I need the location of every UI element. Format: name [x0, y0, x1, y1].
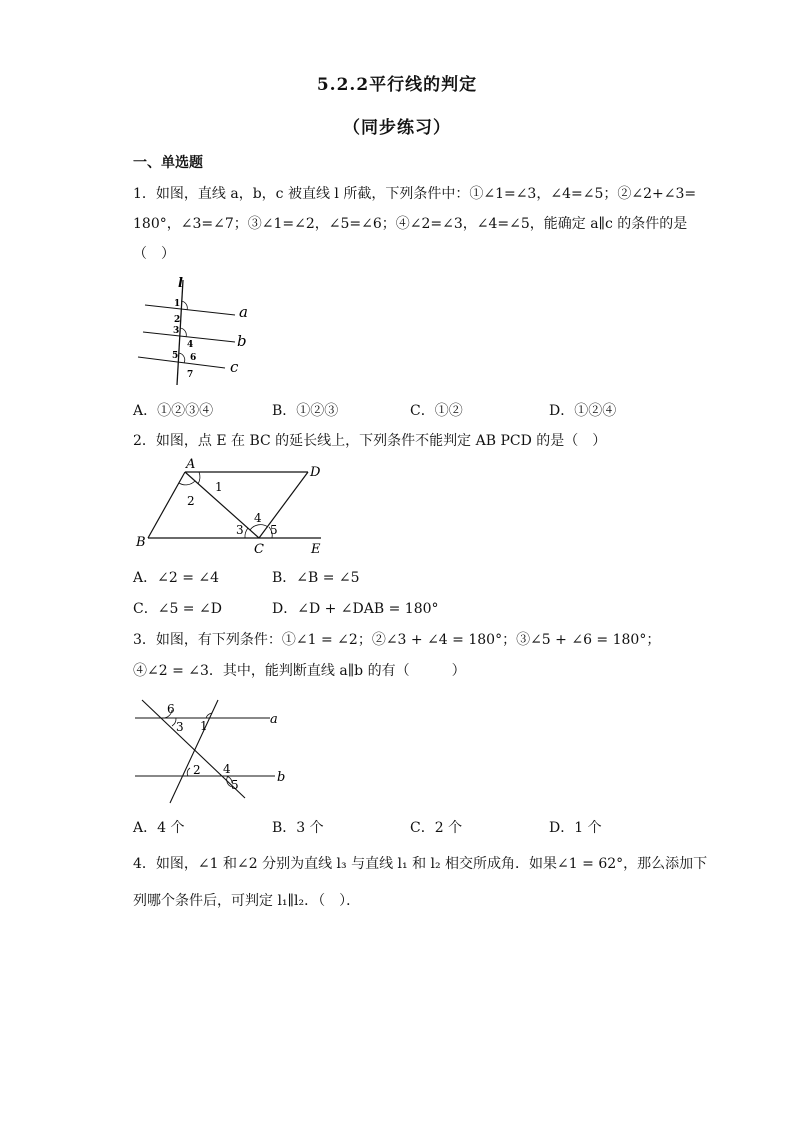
section-heading: 一、单选题	[133, 155, 203, 171]
q4-text-line2: 列哪个条件后，可判定 l₁∥l₂．（ ）．	[133, 893, 361, 909]
q3-option-a[interactable]: A．4 个	[133, 820, 185, 836]
q2-angle-2: 2	[187, 494, 195, 508]
page-title: 5.2.2平行线的判定	[316, 75, 478, 95]
q2-figure	[133, 456, 333, 558]
q2-option-a[interactable]: A．∠2 = ∠4	[133, 570, 220, 586]
q1-option-d[interactable]: D．①②④	[549, 403, 617, 419]
q1-figure	[135, 277, 260, 387]
q1-label-b: b	[237, 332, 247, 350]
q1-angle-5: 5	[172, 351, 179, 361]
q2-angle-5: 5	[270, 523, 278, 537]
q3-label-a: a	[270, 712, 278, 727]
q1-angle-6: 6	[190, 353, 197, 363]
q2-text-line1: 2．如图，点 E 在 BC 的延长线上，下列条件不能判定 AB PCD 的是（ ）	[133, 433, 607, 449]
q1-angle-7: 7	[187, 370, 194, 380]
q3-angle-3: 3	[176, 720, 184, 734]
q1-label-l: l	[178, 277, 183, 291]
q1-label-c: c	[230, 358, 239, 376]
q4-text-line1: 4．如图，∠1 和∠2 分别为直线 l₃ 与直线 l₁ 和 l₂ 相交所成角．如果∠1 = 62°，那么添加下	[133, 856, 708, 872]
q3-option-c[interactable]: C．2 个	[410, 820, 463, 836]
q3-angle-1: 1	[200, 719, 208, 733]
q2-point-a: A	[186, 457, 196, 472]
q3-text-line1: 3．如图，有下列条件：①∠1 = ∠2；②∠3 + ∠4 = 180°；③∠5 + ∠6 = 180°；	[133, 632, 661, 648]
q1-text-line2: 180°，∠3=∠7；③∠1=∠2，∠5=∠6；④∠2=∠3，∠4=∠5，能确定 a∥c 的条件的是	[133, 216, 688, 232]
q1-option-c[interactable]: C．①②	[410, 403, 463, 419]
q3-angle-4: 4	[223, 762, 231, 776]
page-subtitle: （同步练习）	[343, 118, 451, 138]
q1-text-line1: 1．如图，直线 a，b，c 被直线 l 所截，下列条件中：①∠1=∠3，∠4=∠5；②∠2+∠3=	[133, 186, 697, 202]
q1-angle-2: 2	[174, 315, 181, 325]
q3-angle-5: 5	[231, 778, 239, 792]
q2-angle-1: 1	[215, 480, 223, 494]
q3-label-b: b	[277, 770, 286, 785]
q3-option-b[interactable]: B．3 个	[272, 820, 324, 836]
q1-angle-1: 1	[174, 299, 181, 309]
q3-text-line2: ④∠2 = ∠3．其中，能判断直线 a∥b 的有（ ）	[133, 663, 466, 679]
q2-point-c: C	[254, 542, 264, 557]
q1-option-b[interactable]: B．①②③	[272, 403, 339, 419]
q2-option-c[interactable]: C．∠5 = ∠D	[133, 601, 222, 617]
q2-angle-3: 3	[236, 523, 244, 537]
q3-angle-2: 2	[193, 763, 201, 777]
q1-option-a[interactable]: A．①②③④	[133, 403, 214, 419]
q2-point-e: E	[311, 542, 321, 557]
q1-label-a: a	[239, 303, 248, 321]
q2-point-b: B	[136, 535, 146, 550]
q2-option-d[interactable]: D．∠D + ∠DAB = 180°	[272, 601, 439, 617]
q3-figure	[130, 696, 295, 808]
q2-angle-4: 4	[254, 511, 262, 525]
q1-text-line3: （ ）	[133, 246, 175, 262]
q1-angle-3: 3	[173, 326, 180, 336]
q2-option-b[interactable]: B．∠B = ∠5	[272, 570, 360, 586]
q1-angle-4: 4	[187, 340, 194, 350]
q2-point-d: D	[310, 465, 321, 480]
q3-angle-6: 6	[167, 702, 175, 716]
q3-option-d[interactable]: D．1 个	[549, 820, 602, 836]
